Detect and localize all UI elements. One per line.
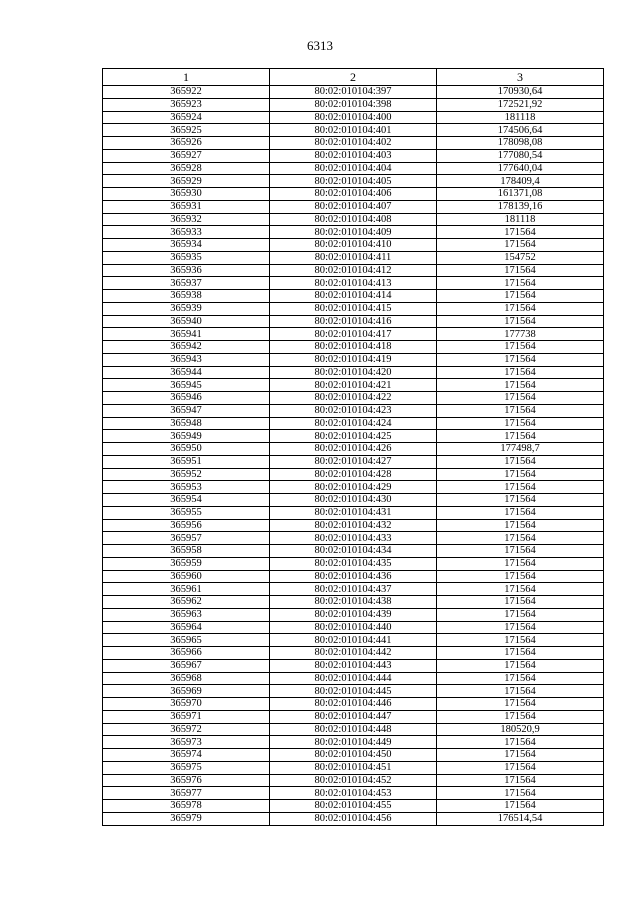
cell-value: 171564 [437, 621, 604, 634]
cell-cadastral-id: 80:02:010104:433 [270, 532, 437, 545]
cell-number: 365944 [103, 366, 270, 379]
cell-number: 365932 [103, 213, 270, 226]
cell-number: 365967 [103, 659, 270, 672]
cell-cadastral-id: 80:02:010104:426 [270, 443, 437, 456]
cell-value: 174506,64 [437, 124, 604, 137]
cell-number: 365962 [103, 596, 270, 609]
cell-value: 171564 [437, 634, 604, 647]
table-row [103, 685, 604, 698]
cell-value: 171564 [437, 455, 604, 468]
table-row [103, 532, 604, 545]
cell-value: 171564 [437, 226, 604, 239]
table-row [103, 583, 604, 596]
cell-number: 365966 [103, 647, 270, 660]
cell-number: 365937 [103, 277, 270, 290]
cell-number: 365922 [103, 86, 270, 99]
cell-cadastral-id: 80:02:010104:444 [270, 672, 437, 685]
cell-value: 171564 [437, 659, 604, 672]
cell-value: 171564 [437, 239, 604, 252]
cell-value: 171564 [437, 557, 604, 570]
cell-cadastral-id: 80:02:010104:418 [270, 341, 437, 354]
cell-cadastral-id: 80:02:010104:424 [270, 417, 437, 430]
cell-value: 177080,54 [437, 149, 604, 162]
cell-cadastral-id: 80:02:010104:443 [270, 659, 437, 672]
table-row [103, 787, 604, 800]
cell-number: 365958 [103, 545, 270, 558]
cell-cadastral-id: 80:02:010104:431 [270, 506, 437, 519]
cell-cadastral-id: 80:02:010104:456 [270, 812, 437, 825]
table-row [103, 634, 604, 647]
cell-value: 171564 [437, 532, 604, 545]
cell-cadastral-id: 80:02:010104:407 [270, 200, 437, 213]
cell-number: 365979 [103, 812, 270, 825]
cell-number: 365950 [103, 443, 270, 456]
cell-value: 171564 [437, 379, 604, 392]
column-header-3: 3 [437, 69, 604, 86]
cell-value: 171564 [437, 787, 604, 800]
cell-cadastral-id: 80:02:010104:416 [270, 315, 437, 328]
cell-value: 161371,08 [437, 188, 604, 201]
cell-cadastral-id: 80:02:010104:425 [270, 430, 437, 443]
table-row [103, 455, 604, 468]
cell-value: 171564 [437, 736, 604, 749]
cell-number: 365946 [103, 392, 270, 405]
cell-number: 365939 [103, 302, 270, 315]
cell-value: 171564 [437, 353, 604, 366]
cell-number: 365935 [103, 251, 270, 264]
table-row [103, 506, 604, 519]
cell-cadastral-id: 80:02:010104:421 [270, 379, 437, 392]
table-row [103, 213, 604, 226]
cell-value: 177498,7 [437, 443, 604, 456]
cell-value: 171564 [437, 404, 604, 417]
cell-value: 176514,54 [437, 812, 604, 825]
table-row [103, 481, 604, 494]
cell-value: 171564 [437, 341, 604, 354]
cell-cadastral-id: 80:02:010104:404 [270, 162, 437, 175]
table-row [103, 353, 604, 366]
cell-cadastral-id: 80:02:010104:449 [270, 736, 437, 749]
cell-number: 365952 [103, 468, 270, 481]
table-row [103, 264, 604, 277]
cell-value: 171564 [437, 596, 604, 609]
cell-number: 365951 [103, 455, 270, 468]
cell-cadastral-id: 80:02:010104:402 [270, 137, 437, 150]
cell-cadastral-id: 80:02:010104:411 [270, 251, 437, 264]
cell-cadastral-id: 80:02:010104:408 [270, 213, 437, 226]
cell-cadastral-id: 80:02:010104:435 [270, 557, 437, 570]
cell-value: 171564 [437, 608, 604, 621]
table-row [103, 570, 604, 583]
cell-value: 171564 [437, 749, 604, 762]
cell-number: 365971 [103, 710, 270, 723]
cell-number: 365953 [103, 481, 270, 494]
table-row [103, 494, 604, 507]
cell-value: 178098,08 [437, 137, 604, 150]
cell-value: 172521,92 [437, 98, 604, 111]
table-row [103, 800, 604, 813]
cell-cadastral-id: 80:02:010104:423 [270, 404, 437, 417]
cell-number: 365930 [103, 188, 270, 201]
table-row [103, 545, 604, 558]
cell-number: 365961 [103, 583, 270, 596]
cell-number: 365927 [103, 149, 270, 162]
cell-cadastral-id: 80:02:010104:409 [270, 226, 437, 239]
table-row [103, 736, 604, 749]
table-row [103, 596, 604, 609]
cell-value: 171564 [437, 315, 604, 328]
cell-value: 171564 [437, 647, 604, 660]
table-row [103, 774, 604, 787]
table-row [103, 124, 604, 137]
cell-value: 171564 [437, 519, 604, 532]
cell-value: 171564 [437, 277, 604, 290]
cell-cadastral-id: 80:02:010104:406 [270, 188, 437, 201]
table-row [103, 672, 604, 685]
cell-number: 365947 [103, 404, 270, 417]
table-row [103, 86, 604, 99]
cell-value: 171564 [437, 392, 604, 405]
cell-number: 365970 [103, 698, 270, 711]
cell-cadastral-id: 80:02:010104:436 [270, 570, 437, 583]
table-row [103, 379, 604, 392]
cell-cadastral-id: 80:02:010104:440 [270, 621, 437, 634]
cell-cadastral-id: 80:02:010104:405 [270, 175, 437, 188]
cell-cadastral-id: 80:02:010104:413 [270, 277, 437, 290]
table-body [103, 86, 604, 826]
table-row [103, 392, 604, 405]
cell-value: 171564 [437, 366, 604, 379]
column-header-2: 2 [270, 69, 437, 86]
table-row [103, 315, 604, 328]
cell-number: 365960 [103, 570, 270, 583]
cell-value: 171564 [437, 800, 604, 813]
table-header-row [103, 69, 604, 86]
cell-number: 365954 [103, 494, 270, 507]
cell-value: 178139,16 [437, 200, 604, 213]
table-row [103, 366, 604, 379]
cell-cadastral-id: 80:02:010104:429 [270, 481, 437, 494]
cell-value: 171564 [437, 494, 604, 507]
cell-number: 365955 [103, 506, 270, 519]
cell-number: 365942 [103, 341, 270, 354]
cell-cadastral-id: 80:02:010104:419 [270, 353, 437, 366]
cell-number: 365974 [103, 749, 270, 762]
cell-value: 171564 [437, 468, 604, 481]
cell-number: 365929 [103, 175, 270, 188]
table-row [103, 162, 604, 175]
page-number: 6313 [307, 38, 333, 53]
cell-value: 177738 [437, 328, 604, 341]
cell-number: 365956 [103, 519, 270, 532]
table-row [103, 698, 604, 711]
cell-value: 171564 [437, 430, 604, 443]
cell-cadastral-id: 80:02:010104:445 [270, 685, 437, 698]
cell-cadastral-id: 80:02:010104:434 [270, 545, 437, 558]
cell-number: 365973 [103, 736, 270, 749]
cell-number: 365978 [103, 800, 270, 813]
cell-number: 365965 [103, 634, 270, 647]
cell-number: 365969 [103, 685, 270, 698]
table-row [103, 277, 604, 290]
cell-cadastral-id: 80:02:010104:412 [270, 264, 437, 277]
cell-cadastral-id: 80:02:010104:451 [270, 761, 437, 774]
cell-number: 365925 [103, 124, 270, 137]
cell-cadastral-id: 80:02:010104:442 [270, 647, 437, 660]
table-row [103, 328, 604, 341]
cell-cadastral-id: 80:02:010104:453 [270, 787, 437, 800]
cell-number: 365948 [103, 417, 270, 430]
cell-cadastral-id: 80:02:010104:403 [270, 149, 437, 162]
table-row [103, 404, 604, 417]
table-row [103, 98, 604, 111]
cell-cadastral-id: 80:02:010104:428 [270, 468, 437, 481]
cell-number: 365964 [103, 621, 270, 634]
table-row [103, 226, 604, 239]
table-row [103, 723, 604, 736]
cell-number: 365968 [103, 672, 270, 685]
table-row [103, 239, 604, 252]
cell-cadastral-id: 80:02:010104:441 [270, 634, 437, 647]
cell-number: 365972 [103, 723, 270, 736]
cell-number: 365963 [103, 608, 270, 621]
cell-number: 365924 [103, 111, 270, 124]
cell-number: 365977 [103, 787, 270, 800]
cell-number: 365949 [103, 430, 270, 443]
cell-value: 171564 [437, 672, 604, 685]
cell-number: 365933 [103, 226, 270, 239]
cell-value: 171564 [437, 710, 604, 723]
cell-number: 365975 [103, 761, 270, 774]
cell-cadastral-id: 80:02:010104:414 [270, 290, 437, 303]
cell-value: 171564 [437, 417, 604, 430]
cell-number: 365976 [103, 774, 270, 787]
cell-number: 365926 [103, 137, 270, 150]
cell-number: 365928 [103, 162, 270, 175]
cell-cadastral-id: 80:02:010104:427 [270, 455, 437, 468]
data-table [102, 68, 604, 826]
cell-value: 170930,64 [437, 86, 604, 99]
cell-number: 365923 [103, 98, 270, 111]
table-row [103, 710, 604, 723]
table-row [103, 608, 604, 621]
table-row [103, 621, 604, 634]
table-row [103, 519, 604, 532]
table-row [103, 341, 604, 354]
cell-value: 171564 [437, 545, 604, 558]
cell-number: 365943 [103, 353, 270, 366]
cell-value: 171564 [437, 481, 604, 494]
cell-cadastral-id: 80:02:010104:432 [270, 519, 437, 532]
cell-cadastral-id: 80:02:010104:397 [270, 86, 437, 99]
cell-cadastral-id: 80:02:010104:438 [270, 596, 437, 609]
cell-value: 171564 [437, 570, 604, 583]
cell-cadastral-id: 80:02:010104:422 [270, 392, 437, 405]
cell-number: 365941 [103, 328, 270, 341]
cell-cadastral-id: 80:02:010104:450 [270, 749, 437, 762]
table-row [103, 659, 604, 672]
cell-cadastral-id: 80:02:010104:447 [270, 710, 437, 723]
cell-number: 365938 [103, 290, 270, 303]
table-row [103, 251, 604, 264]
table-row [103, 290, 604, 303]
cell-cadastral-id: 80:02:010104:417 [270, 328, 437, 341]
table-row [103, 200, 604, 213]
cell-value: 171564 [437, 290, 604, 303]
cell-cadastral-id: 80:02:010104:401 [270, 124, 437, 137]
cell-cadastral-id: 80:02:010104:415 [270, 302, 437, 315]
cell-cadastral-id: 80:02:010104:410 [270, 239, 437, 252]
cell-number: 365931 [103, 200, 270, 213]
table-row [103, 302, 604, 315]
cell-value: 181118 [437, 111, 604, 124]
cell-value: 171564 [437, 774, 604, 787]
table-row [103, 188, 604, 201]
cell-value: 171564 [437, 583, 604, 596]
cell-number: 365934 [103, 239, 270, 252]
table-row [103, 175, 604, 188]
cell-value: 171564 [437, 685, 604, 698]
cell-value: 171564 [437, 506, 604, 519]
table-row [103, 443, 604, 456]
cell-value: 177640,04 [437, 162, 604, 175]
cell-number: 365959 [103, 557, 270, 570]
cell-value: 171564 [437, 761, 604, 774]
table-row [103, 430, 604, 443]
cell-value: 154752 [437, 251, 604, 264]
cell-cadastral-id: 80:02:010104:455 [270, 800, 437, 813]
table-row [103, 647, 604, 660]
column-header-1: 1 [103, 69, 270, 86]
table-row [103, 417, 604, 430]
table-row [103, 149, 604, 162]
cell-cadastral-id: 80:02:010104:439 [270, 608, 437, 621]
cell-cadastral-id: 80:02:010104:437 [270, 583, 437, 596]
table-row [103, 557, 604, 570]
table-row [103, 137, 604, 150]
table-row [103, 812, 604, 825]
cell-cadastral-id: 80:02:010104:452 [270, 774, 437, 787]
cell-value: 171564 [437, 698, 604, 711]
cell-number: 365940 [103, 315, 270, 328]
cell-value: 180520,9 [437, 723, 604, 736]
cell-cadastral-id: 80:02:010104:400 [270, 111, 437, 124]
cell-number: 365945 [103, 379, 270, 392]
table-row [103, 749, 604, 762]
table-row [103, 468, 604, 481]
cell-value: 171564 [437, 302, 604, 315]
cell-value: 181118 [437, 213, 604, 226]
cell-cadastral-id: 80:02:010104:448 [270, 723, 437, 736]
table-row [103, 111, 604, 124]
cell-number: 365936 [103, 264, 270, 277]
cell-value: 171564 [437, 264, 604, 277]
cell-value: 178409,4 [437, 175, 604, 188]
cell-cadastral-id: 80:02:010104:430 [270, 494, 437, 507]
cell-cadastral-id: 80:02:010104:398 [270, 98, 437, 111]
cell-cadastral-id: 80:02:010104:446 [270, 698, 437, 711]
cell-cadastral-id: 80:02:010104:420 [270, 366, 437, 379]
table-row [103, 761, 604, 774]
cell-number: 365957 [103, 532, 270, 545]
